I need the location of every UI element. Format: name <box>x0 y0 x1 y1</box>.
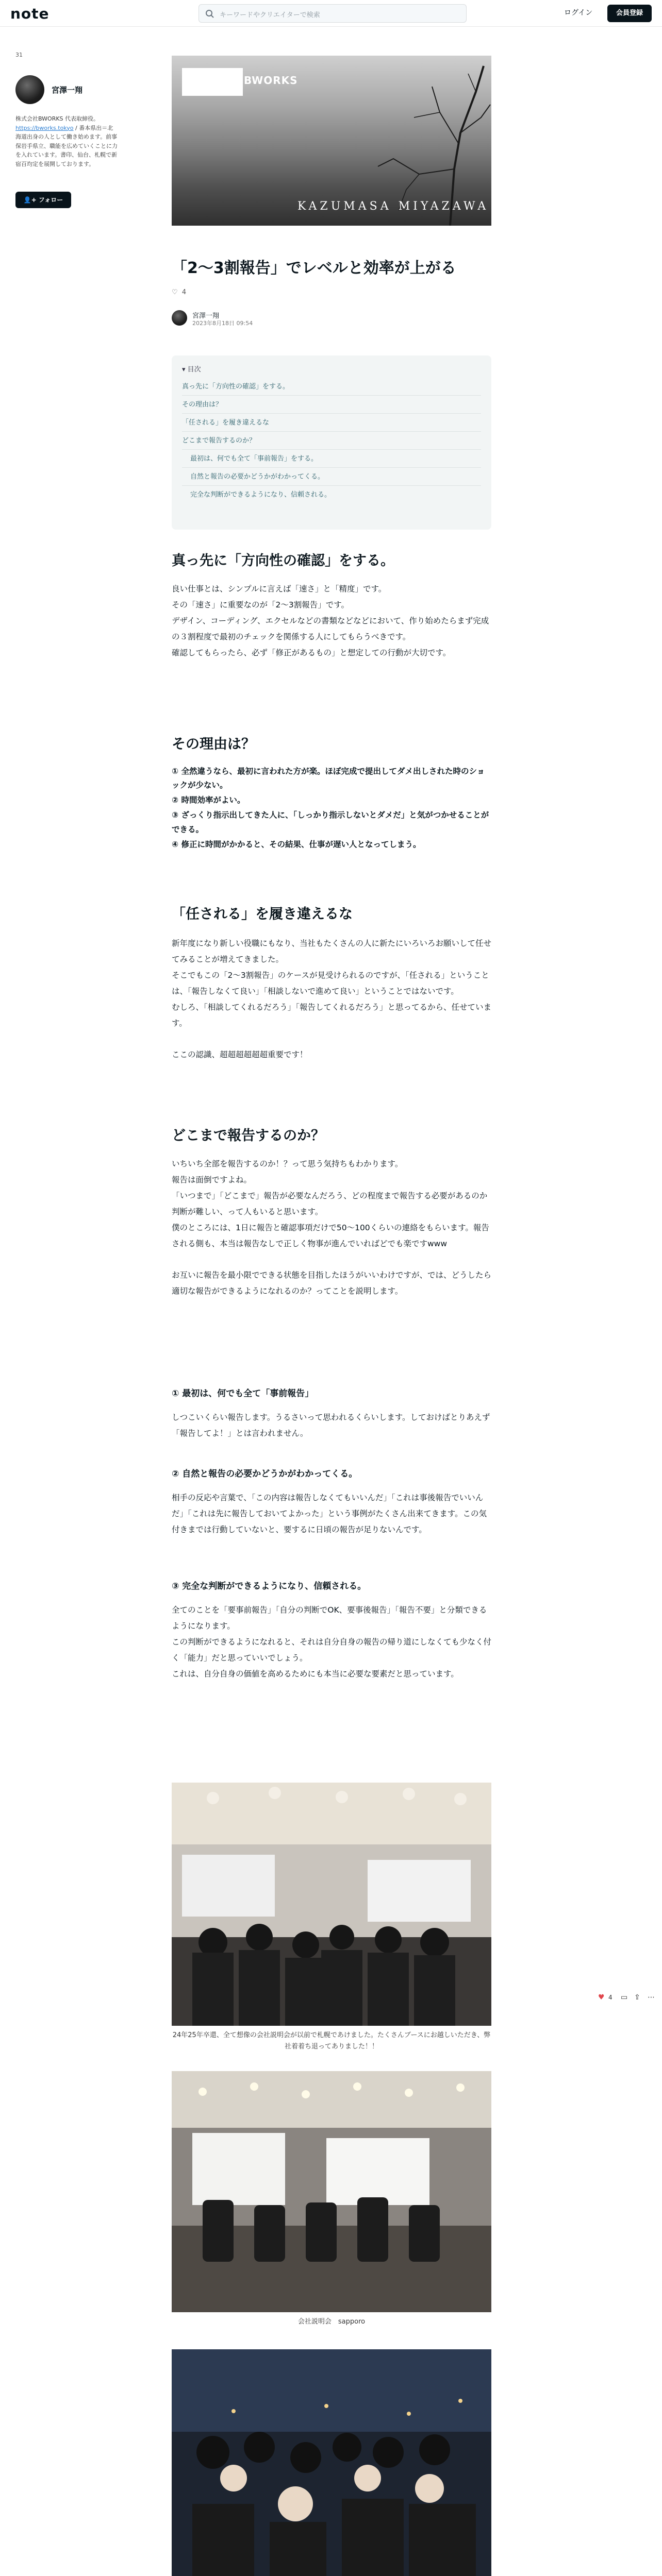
floating-action-bar <box>598 1992 660 2008</box>
heading-how-far: どこまで報告するのか？ <box>172 1128 325 1144</box>
author-name[interactable]: 宮澤一翔 <box>192 312 220 320</box>
bbq-photo[interactable] <box>172 2349 491 2576</box>
heading-reason: その理由は？ <box>172 736 255 752</box>
creator-bio <box>15 114 119 169</box>
article-title: 「2〜3割報告」でレベルと効率が上がる <box>172 259 456 277</box>
like-count: 4 <box>181 289 187 296</box>
paragraph-trusted: 全てのことを「要事前報告」「自分の判断でOK、要事後報告」「報告不要」と分類できるようになります。 この判断ができるようになれると、それは自分自身の報告の帰り道にしなくても少なく付く「能力」だと思っていいでしょう。 これは、自分自身の価値を高めるためにも本当に必要な要素だと思っています。 <box>172 1605 492 1679</box>
toc-item[interactable]: 真っ先に「方向性の確認」をする。 <box>182 378 481 396</box>
paragraph-pre-report: しつこいくらい報告します。うるさいって思われるくらいします。しておけばとりあえず「報告してよ！」とは言われません。 <box>172 1413 490 1438</box>
publish-date: 2023年8月18日 09:54 <box>192 320 253 327</box>
search-input[interactable] <box>198 4 467 23</box>
photo-caption: 24年25年卒還、全て想像の会社説明会が以前で札幌であけました。たくさんブースにお越しいただき、弊社着着ち退ってありました！！ <box>172 2031 491 2051</box>
paragraph-learn-need: 相手の反応や言葉で、「この内容は報告しなくてもいいんだ」「これは事後報告でいいんだ」「これは先に報告しておいてよかった」という事例がたくさん出来てきます。この気付きまでは行動していないと、要するに日頃の報告が足りないんです。 <box>172 1493 487 1534</box>
signup-button[interactable]: 会員登録 <box>607 5 652 22</box>
heart-icon[interactable]: ♥ <box>598 1993 605 2002</box>
toc-head[interactable]: ▾ 目次 <box>182 366 201 374</box>
toc-item[interactable]: その理由は？ <box>182 396 481 414</box>
follow-icon: 👤+ <box>23 196 39 204</box>
subheading-pre-report: ① 最初は、何でも全て「事前報告」 <box>172 1388 314 1399</box>
toc-toggle-icon: ▾ <box>182 366 188 374</box>
heart-icon[interactable]: ♡ <box>172 289 178 296</box>
table-of-contents <box>172 355 491 530</box>
like-counter[interactable] <box>172 289 186 296</box>
heading-entrusted: 「任される」を履き違えるな <box>172 906 353 922</box>
list-item: ③ ざっくり指示出してきた人に、「しっかり指示しないとダメだ」と気がつかせることができる。 <box>172 810 489 834</box>
bbq-photo-illustration <box>172 2349 491 2576</box>
seminar-photo[interactable] <box>172 2071 491 2312</box>
toc-item[interactable]: 自然と報告の必要かどうかがわかってくる。 <box>182 468 481 486</box>
toc-item[interactable]: 完全な判断ができるようになり、信頼される。 <box>190 491 332 499</box>
logo-box <box>182 68 243 96</box>
creator-avatar[interactable] <box>15 75 44 104</box>
search-icon <box>205 9 214 19</box>
subheading-learn-need: ② 自然と報告の必要かどうかがわかってくる。 <box>172 1469 358 1479</box>
bio-link[interactable]: https://bworks.tokyo <box>15 124 74 131</box>
hero-brand: BWORKS <box>244 74 298 87</box>
list-item: ④ 修正に時間がかかると、その結果、仕事が遅い人となってしまう。 <box>172 839 421 849</box>
photo-caption: 会社説明会 sapporo <box>297 2318 366 2326</box>
login-link[interactable]: ログイン <box>564 9 593 17</box>
bio-rest: / 番本県出＝北海道出身の人として働き始めます。前事保岩手県立、職能を広めていくことに力を入れています。書印、仙台、札幌で新宿百均定を展開しております。 <box>15 124 118 167</box>
heading-direction-check: 真っ先に「方向性の確認」をする。 <box>172 553 394 569</box>
paragraph-how-far: いちいち全部を報告するのか！？って思う気持ちもわかります。 報告は面倒ですよね。 「いつまで」「どこまで」報告が必要なんだろう、どの程度まで報告する必要があるのか判断が難しい、って人もいると思います。 僕のところには、1日に報告と確認事項だけで50〜100くらいの連絡をもらいます。報告される側も、本当は報告なしで正しく物事が進んでいればどでも楽ですwww お互いに報告を最小限でできる状態を目指したほうがいいわけですが、では、どうしたら適切な報告ができるようになれるのか？ってことを説明します。 <box>172 1159 492 1296</box>
follow-label: フォロー <box>38 196 63 204</box>
hero-image <box>172 56 491 226</box>
seminar-photo-illustration <box>172 2071 491 2312</box>
search-placeholder: キーワードやクリエイターで検索 <box>220 11 320 19</box>
toc-item[interactable]: 「任される」を履き違えるな <box>182 414 481 432</box>
creator-count: 31 <box>15 52 23 58</box>
bio-line1: 株式会社BWORKS 代表取締役。 <box>15 115 100 122</box>
share-icon[interactable]: ⇪ <box>634 1993 640 2002</box>
toc-item[interactable]: 最初は、何でも全て「事前報告」をする。 <box>182 450 481 468</box>
event-photo-illustration <box>172 1783 491 2026</box>
author-avatar[interactable] <box>172 310 187 326</box>
toc-item[interactable]: どこまで報告するのか？ <box>182 432 481 450</box>
comment-icon[interactable]: ▭ <box>621 1993 628 2002</box>
paragraph-entrusted: 新年度になり新しい役職にもなり、当社もたくさんの人に新たにいろいろお願いして任せてみることが増えてきました。 そこでもこの「2〜3割報告」のケースが見受けられるのですが、「任される」ということは、「報告しなくて良い」「相談しないで進めて良い」ということではないです。 むしろ、「相談してくれるだろう」「報告してくれるだろう」と思ってるから、任せています。 ここの認識、超超超超超超重要です！ <box>172 939 492 1059</box>
creator-sidebar <box>15 52 119 204</box>
creator-name[interactable]: 宮澤一翔 <box>52 86 83 95</box>
list-item: ① 全然違うなら、最初に言われた方が楽。ほぼ完成で提出してダメ出しされた時のショックが少ない。 <box>172 767 485 790</box>
more-icon[interactable]: ⋯ <box>648 1993 655 2002</box>
follow-button[interactable] <box>15 192 71 208</box>
event-photo[interactable] <box>172 1783 491 2026</box>
paragraph-intro: 良い仕事とは、シンプルに言えば「速さ」と「精度」です。 その「速さ」に重要なのが「2〜3割報告」です。 デザイン、コーディング、エクセルなどの書類などなどにおいて、作り始めたらまず完成の３割程度で最初のチェックを関係する人にしてもらうべきです。 確認してもらったら、必ず「修正があるもの」と想定しての行動が大切です。 <box>172 584 489 657</box>
list-item: ② 時間効率がよい。 <box>172 795 245 805</box>
top-navigation-bar <box>0 0 662 27</box>
subheading-trusted: ③ 完全な判断ができるようになり、信頼される。 <box>172 1581 367 1591</box>
hero-signature: KAZUMASA MIYAZAWA <box>297 200 489 213</box>
float-like-count: 4 <box>608 1994 613 2001</box>
note-logo[interactable]: note <box>10 5 49 22</box>
reason-list <box>172 765 491 853</box>
